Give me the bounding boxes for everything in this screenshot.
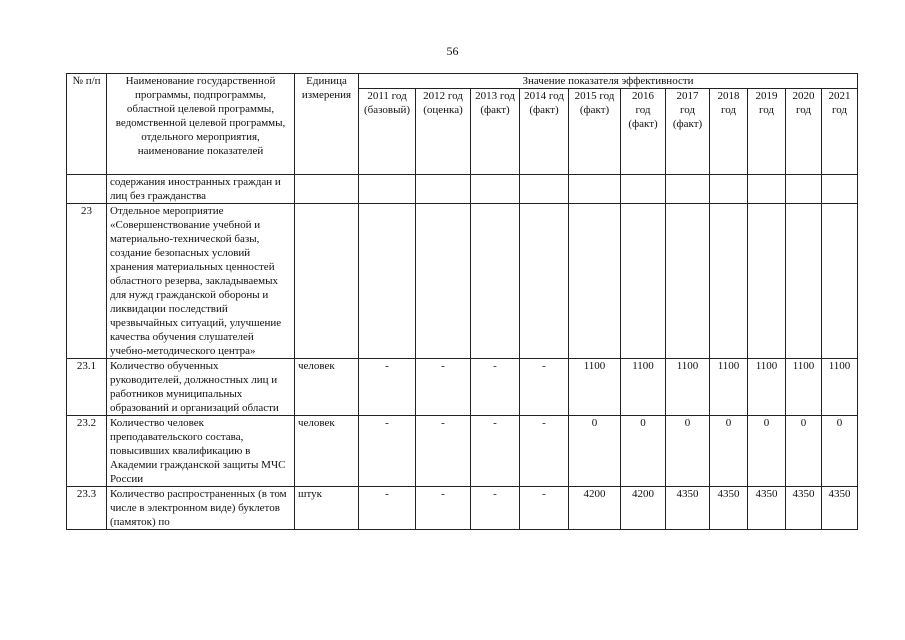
- row-value: [621, 175, 666, 204]
- row-value: 0: [569, 416, 621, 487]
- row-value: 0: [786, 416, 822, 487]
- row-value: -: [416, 359, 471, 416]
- header-year: 2013 год (факт): [471, 89, 520, 175]
- row-no: 23.2: [67, 416, 107, 487]
- row-value: [666, 175, 710, 204]
- table-row: [67, 359, 858, 416]
- row-value: 1100: [569, 359, 621, 416]
- row-value: [416, 204, 471, 359]
- table-row: [67, 487, 858, 530]
- header-name: Наименование государственной программы, подпрограммы, областной целевой программы, ведомственной целевой программы, отдельного мероприятия, наименование показателей: [107, 74, 295, 175]
- row-no: 23.3: [67, 487, 107, 530]
- header-values: Значение показателя эффективности: [359, 74, 858, 89]
- row-value: [520, 204, 569, 359]
- row-value: [359, 204, 416, 359]
- row-value: [520, 175, 569, 204]
- row-value: 4200: [621, 487, 666, 530]
- row-value: [786, 204, 822, 359]
- header-year: 2016 год (факт): [621, 89, 666, 175]
- row-value: 4350: [822, 487, 858, 530]
- table-row: [67, 204, 858, 359]
- header-year: 2021 год: [822, 89, 858, 175]
- row-no: 23: [67, 204, 107, 359]
- row-value: 1100: [786, 359, 822, 416]
- page-number: 56: [446, 44, 459, 58]
- header-year: 2015 год (факт): [569, 89, 621, 175]
- row-value: 0: [710, 416, 748, 487]
- header-row-1: [67, 74, 858, 89]
- row-unit: штук: [295, 487, 359, 530]
- row-value: 4200: [569, 487, 621, 530]
- row-unit: человек: [295, 359, 359, 416]
- row-no: 23.1: [67, 359, 107, 416]
- header-year: 2018 год: [710, 89, 748, 175]
- row-value: [416, 175, 471, 204]
- row-value: [822, 204, 858, 359]
- header-year: 2014 год (факт): [520, 89, 569, 175]
- row-name: Количество человек преподавательского состава, повысивших квалификацию в Академии гражданской защиты МЧС России: [107, 416, 295, 487]
- row-value: [471, 204, 520, 359]
- row-value: [621, 204, 666, 359]
- table-row: [67, 416, 858, 487]
- header-year: 2012 год (оценка): [416, 89, 471, 175]
- row-value: 0: [822, 416, 858, 487]
- row-value: -: [520, 487, 569, 530]
- row-value: -: [520, 359, 569, 416]
- row-value: 0: [621, 416, 666, 487]
- row-value: 4350: [710, 487, 748, 530]
- row-value: [748, 175, 786, 204]
- row-value: -: [359, 359, 416, 416]
- row-value: -: [471, 487, 520, 530]
- row-value: 1100: [666, 359, 710, 416]
- row-value: -: [416, 487, 471, 530]
- header-year: 2019 год: [748, 89, 786, 175]
- header-no: № п/п: [67, 74, 107, 175]
- row-unit: [295, 204, 359, 359]
- row-value: -: [416, 416, 471, 487]
- header-year: 2017 год (факт): [666, 89, 710, 175]
- row-value: -: [359, 416, 416, 487]
- row-value: -: [520, 416, 569, 487]
- row-value: -: [471, 359, 520, 416]
- row-unit: [295, 175, 359, 204]
- row-value: [666, 204, 710, 359]
- header-year: 2011 год (базовый): [359, 89, 416, 175]
- row-value: [710, 204, 748, 359]
- row-value: [748, 204, 786, 359]
- row-value: [786, 175, 822, 204]
- header-unit: Единица измерения: [295, 74, 359, 175]
- row-value: [569, 175, 621, 204]
- row-unit: человек: [295, 416, 359, 487]
- row-value: 4350: [786, 487, 822, 530]
- row-value: 4350: [666, 487, 710, 530]
- row-value: [822, 175, 858, 204]
- table-row: [67, 175, 858, 204]
- row-value: [359, 175, 416, 204]
- row-value: [710, 175, 748, 204]
- row-value: 0: [748, 416, 786, 487]
- row-name: Количество распространенных (в том числе в электронном виде) буклетов (памяток) по: [107, 487, 295, 530]
- row-value: [471, 175, 520, 204]
- row-value: -: [471, 416, 520, 487]
- row-value: 1100: [710, 359, 748, 416]
- row-value: [569, 204, 621, 359]
- row-name: Количество обученных руководителей, должностных лиц и работников муниципальных образований и организаций области: [107, 359, 295, 416]
- row-no: [67, 175, 107, 204]
- row-value: 1100: [621, 359, 666, 416]
- row-value: -: [359, 487, 416, 530]
- indicator-table: [66, 73, 858, 530]
- row-name: содержания иностранных граждан и лиц без гражданства: [107, 175, 295, 204]
- header-year: 2020 год: [786, 89, 822, 175]
- row-value: 4350: [748, 487, 786, 530]
- row-name: Отдельное мероприятие «Совершенствование учебной и материально-технической базы, создание безопасных условий хранения материальных ценностей областного резерва, закладываемых для нужд гражданской обороны и ликвидации последствий чрезвычайных ситуаций, улучшение качества обучения слушателей учебно-методического центра»: [107, 204, 295, 359]
- row-value: 1100: [822, 359, 858, 416]
- row-value: 0: [666, 416, 710, 487]
- row-value: 1100: [748, 359, 786, 416]
